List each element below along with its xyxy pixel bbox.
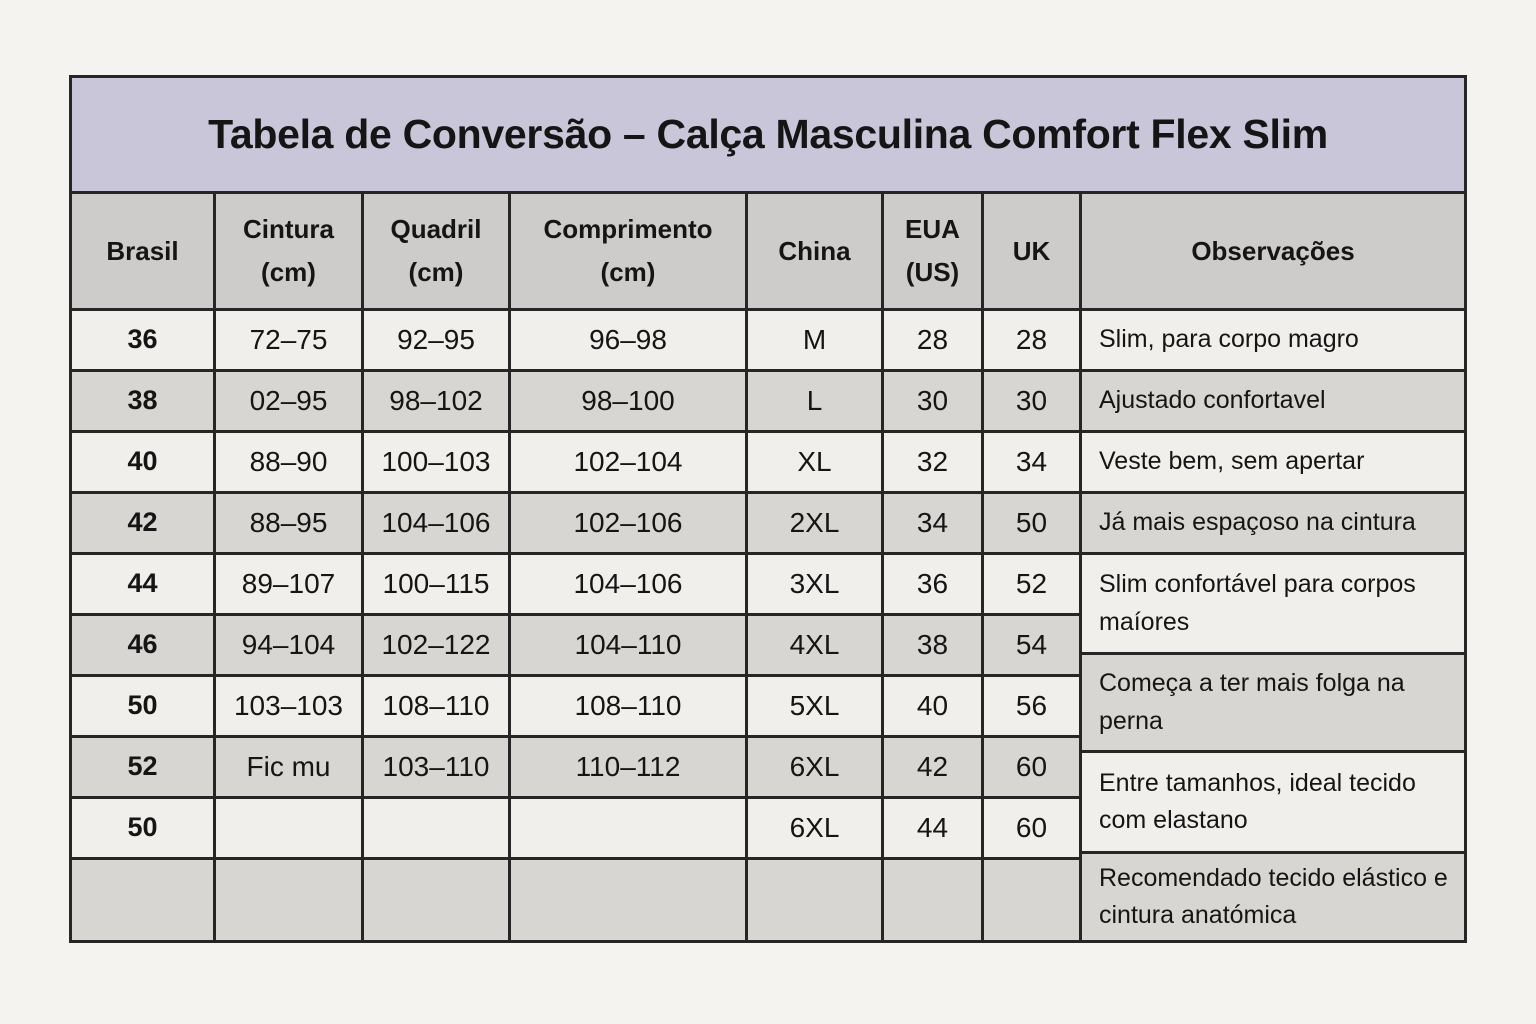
cell-r6-eua: 38 [884, 616, 981, 674]
cell-r8-brasil: 52 [72, 738, 213, 796]
cell-r4-comprimento: 102–106 [511, 494, 745, 552]
col-header-brasil [72, 194, 213, 308]
obs-cell-5: Slim confortável para corpos maíores [1082, 555, 1464, 652]
cell-r5-uk: 52 [984, 555, 1079, 613]
cell-r9-comprimento [511, 799, 745, 857]
cell-r9-eua: 44 [884, 799, 981, 857]
cell-r5-quadril: 100–115 [364, 555, 508, 613]
cell-r1-uk: 28 [984, 311, 1079, 369]
cell-r4-cintura: 88–95 [216, 494, 361, 552]
cell-r6-quadril: 102–122 [364, 616, 508, 674]
cell-r10-brasil [72, 860, 213, 940]
cell-r3-comprimento: 102–104 [511, 433, 745, 491]
obs-cell-6: Começa a ter mais folga na perna [1082, 655, 1464, 750]
cell-r1-eua: 28 [884, 311, 981, 369]
size-columns-grid [72, 194, 1079, 940]
cell-r9-cintura [216, 799, 361, 857]
cell-r2-china: L [748, 372, 881, 430]
cell-r2-cintura: 02–95 [216, 372, 361, 430]
cell-r8-eua: 42 [884, 738, 981, 796]
cell-r2-uk: 30 [984, 372, 1079, 430]
obs-cell-1: Slim, para corpo magro [1082, 311, 1464, 369]
cell-r10-uk [984, 860, 1079, 940]
cell-r7-china: 5XL [748, 677, 881, 735]
cell-r2-quadril: 98–102 [364, 372, 508, 430]
cell-r7-quadril: 108–110 [364, 677, 508, 735]
cell-r7-uk: 56 [984, 677, 1079, 735]
header-line: (cm) [261, 257, 316, 287]
cell-r10-cintura [216, 860, 361, 940]
cell-r4-uk: 50 [984, 494, 1079, 552]
cell-r3-uk: 34 [984, 433, 1079, 491]
cell-r5-eua: 36 [884, 555, 981, 613]
header-line: Brasil [106, 235, 179, 266]
observacoes-column [1082, 194, 1464, 940]
col-header-quadril [364, 194, 508, 308]
cell-r7-comprimento: 108–110 [511, 677, 745, 735]
cell-r6-cintura: 94–104 [216, 616, 361, 674]
cell-r5-cintura: 89–107 [216, 555, 361, 613]
cell-r6-comprimento: 104–110 [511, 616, 745, 674]
cell-r3-eua: 32 [884, 433, 981, 491]
obs-cell-7: Entre tamanhos, ideal tecido com elastano [1082, 753, 1464, 851]
header-line: EUA [905, 214, 960, 245]
col-header-observacoes [1082, 194, 1464, 308]
cell-r10-comprimento [511, 860, 745, 940]
cell-r1-comprimento: 96–98 [511, 311, 745, 369]
cell-r6-uk: 54 [984, 616, 1079, 674]
cell-r9-uk: 60 [984, 799, 1079, 857]
cell-r1-brasil: 36 [72, 311, 213, 369]
cell-r8-comprimento: 110–112 [511, 738, 745, 796]
obs-cell-2: Ajustado confortavel [1082, 372, 1464, 430]
cell-r2-comprimento: 98–100 [511, 372, 745, 430]
cell-r3-quadril: 100–103 [364, 433, 508, 491]
cell-r5-brasil: 44 [72, 555, 213, 613]
header-line: Quadril [390, 214, 482, 245]
header-line: (cm) [600, 257, 656, 287]
header-line: UK [1012, 235, 1051, 266]
obs-cell-8: Recomendado tecido elástico e cintura anatómica [1082, 854, 1464, 940]
cell-r9-quadril [364, 799, 508, 857]
col-header-eua [884, 194, 981, 308]
cell-r10-quadril [364, 860, 508, 940]
cell-r1-quadril: 92–95 [364, 311, 508, 369]
cell-r5-comprimento: 104–106 [511, 555, 745, 613]
cell-r4-quadril: 104–106 [364, 494, 508, 552]
cell-r6-brasil: 46 [72, 616, 213, 674]
table-body [72, 194, 1464, 940]
cell-r8-cintura: Fic mu [216, 738, 361, 796]
col-header-cintura [216, 194, 361, 308]
cell-r9-china: 6XL [748, 799, 881, 857]
cell-r2-eua: 30 [884, 372, 981, 430]
cell-r4-eua: 34 [884, 494, 981, 552]
header-line: Observações [1191, 235, 1355, 266]
table-title-band [72, 78, 1464, 194]
obs-cell-3: Veste bem, sem apertar [1082, 433, 1464, 491]
header-line: (US) [905, 257, 960, 287]
cell-r7-eua: 40 [884, 677, 981, 735]
cell-r3-cintura: 88–90 [216, 433, 361, 491]
col-header-comprimento [511, 194, 745, 308]
cell-r10-eua [884, 860, 981, 940]
header-line: China [778, 235, 851, 266]
cell-r1-cintura: 72–75 [216, 311, 361, 369]
cell-r2-brasil: 38 [72, 372, 213, 430]
cell-r8-uk: 60 [984, 738, 1079, 796]
header-line: Comprimento [543, 214, 713, 245]
conversion-table [69, 75, 1467, 943]
cell-r1-china: M [748, 311, 881, 369]
cell-r4-brasil: 42 [72, 494, 213, 552]
cell-r10-china [748, 860, 881, 940]
cell-r5-china: 3XL [748, 555, 881, 613]
cell-r3-brasil: 40 [72, 433, 213, 491]
col-header-uk [984, 194, 1079, 308]
cell-r7-cintura: 103–103 [216, 677, 361, 735]
obs-cell-4: Já mais espaçoso na cintura [1082, 494, 1464, 552]
header-line: Cintura [243, 214, 334, 245]
header-line: (cm) [408, 257, 464, 287]
cell-r4-china: 2XL [748, 494, 881, 552]
cell-r9-brasil: 50 [72, 799, 213, 857]
cell-r7-brasil: 50 [72, 677, 213, 735]
table-title: Tabela de Conversão – Calça Masculina Comfort Flex Slim [208, 111, 1328, 157]
col-header-china [748, 194, 881, 308]
cell-r6-china: 4XL [748, 616, 881, 674]
cell-r3-china: XL [748, 433, 881, 491]
cell-r8-china: 6XL [748, 738, 881, 796]
cell-r8-quadril: 103–110 [364, 738, 508, 796]
